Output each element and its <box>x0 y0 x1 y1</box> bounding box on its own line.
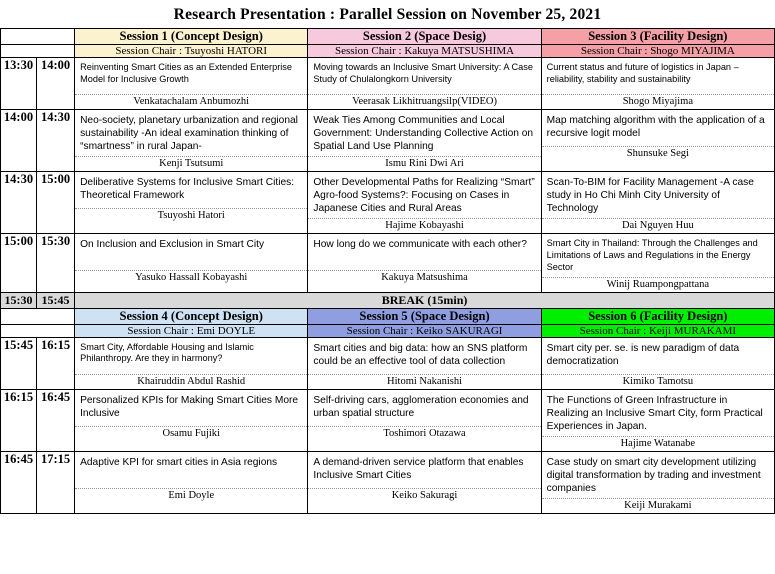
talk-title: Case study on smart city development utilizing digital transformation by trading and investment companies <box>546 456 761 494</box>
session-header: Session 4 (Concept Design) <box>75 308 308 324</box>
time-start: 15:45 <box>1 337 37 389</box>
talk-title: Self-driving cars, agglomeration economies and urban spatial structure <box>313 394 529 419</box>
talk-cell <box>75 389 308 451</box>
session-chair: Session Chair : Tsuyoshi HATORI <box>75 45 308 58</box>
talk-title: Moving towards an Inclusive Smart University: A Case Study of Chulalongkorn University <box>313 62 533 84</box>
session-chair: Session Chair : Shogo MIYAJIMA <box>541 45 774 58</box>
talk-cell <box>541 234 774 292</box>
talk-title: Map matching algorithm with the application of a recursive logit model <box>546 115 765 140</box>
session-header: Session 1 (Concept Design) <box>75 29 308 45</box>
schedule-body <box>1 29 775 514</box>
session-header: Session 2 (Space Desig) <box>308 29 541 45</box>
talk-speaker: Toshimori Otazawa <box>308 426 540 441</box>
talk-cell <box>541 172 774 234</box>
talk-cell <box>541 389 774 451</box>
talk-cell <box>308 58 541 110</box>
time-start: 13:30 <box>1 58 37 110</box>
spacer-cell <box>1 308 75 324</box>
talk-cell <box>308 110 541 172</box>
talk-speaker: Kenji Tsutsumi <box>75 156 307 171</box>
session-header: Session 3 (Facility Design) <box>541 29 774 45</box>
break-start: 15:30 <box>1 292 37 308</box>
talk-title: Smart City in Thailand: Through the Challenges and Limitations of Laws and Regulations in the Energy Sector <box>546 238 758 272</box>
spacer-cell <box>1 45 75 58</box>
talk-title: Personalized KPIs for Making Smart Cities More Inclusive <box>80 394 299 419</box>
time-end: 14:00 <box>37 58 75 110</box>
time-end: 15:00 <box>37 172 75 234</box>
session-chair: Session Chair : Emi DOYLE <box>75 324 308 337</box>
session-header: Session 5 (Space Design) <box>308 308 541 324</box>
talk-title: Other Developmental Paths for Realizing “Smart” Agro-food Systems?: Focusing on Cases in Japanese Cities and Rural Areas <box>313 177 535 215</box>
talk-speaker: Keiji Murakami <box>542 498 774 513</box>
time-end: 17:15 <box>37 451 75 513</box>
talk-title: Reinventing Smart Cities as an Extended Enterprise Model for Inclusive Growth <box>80 62 293 84</box>
time-end: 16:15 <box>37 337 75 389</box>
session-header: Session 6 (Facility Design) <box>541 308 774 324</box>
time-end: 16:45 <box>37 389 75 451</box>
talk-speaker: Emi Doyle <box>75 488 307 503</box>
talk-cell <box>75 337 308 389</box>
talk-cell <box>75 58 308 110</box>
talk-speaker: Kimiko Tamotsu <box>542 374 774 389</box>
talk-speaker: Venkatachalam Anbumozhi <box>75 94 307 109</box>
talk-title: Smart city per. se. is new paradigm of data democratization <box>546 342 740 367</box>
talk-cell <box>75 234 308 292</box>
talk-title: Scan-To-BIM for Facility Management -A case study in Ho Chi Minh City University of Technology <box>546 177 754 215</box>
schedule-table <box>0 28 775 514</box>
talk-title: A demand-driven service platform that enables Inclusive Smart Cities <box>313 456 524 481</box>
talk-title: How long do we communicate with each other? <box>313 239 527 251</box>
time-start: 14:30 <box>1 172 37 234</box>
time-start: 14:00 <box>1 110 37 172</box>
talk-cell <box>541 110 774 172</box>
talk-title: On Inclusion and Exclusion in Smart City <box>80 239 265 251</box>
talk-cell <box>308 172 541 234</box>
talk-cell <box>75 451 308 513</box>
talk-speaker: Shunsuke Segi <box>542 146 774 161</box>
talk-cell <box>541 337 774 389</box>
talk-speaker: Veerasak Likhitruangsilp(VIDEO) <box>308 94 540 109</box>
talk-cell <box>541 451 774 513</box>
talk-speaker: Shogo Miyajima <box>542 94 774 109</box>
time-start: 16:45 <box>1 451 37 513</box>
session-chair: Session Chair : Keiji MURAKAMI <box>541 324 774 337</box>
talk-cell <box>308 451 541 513</box>
break-row <box>1 292 775 308</box>
talk-speaker: Osamu Fujiki <box>75 426 307 441</box>
talk-cell <box>308 389 541 451</box>
talk-title: The Functions of Green Infrastructure in Realizing an Inclusive Smart City, form Practical Experiences in Japan. <box>546 394 763 432</box>
talk-title: Smart cities and big data: how an SNS platform could be an effective tool of data collection <box>313 342 528 367</box>
talk-title: Smart City, Affordable Housing and Islamic Philanthropy. Are they in harmony? <box>80 341 254 364</box>
talk-title: Weak Ties Among Communities and Local Government: Understanding Collective Action on Spatial Land Use Planning <box>313 115 534 153</box>
session-chair: Session Chair : Kakuya MATSUSHIMA <box>308 45 541 58</box>
talk-speaker: Hajime Watanabe <box>542 436 774 451</box>
spacer-cell <box>1 324 75 337</box>
talk-speaker: Keiko Sakuragi <box>308 488 540 503</box>
talk-cell <box>308 337 541 389</box>
time-start: 16:15 <box>1 389 37 451</box>
talk-title: Deliberative Systems for Inclusive Smart Cities: Theoretical Framework <box>80 177 295 202</box>
talk-speaker: Tsuyoshi Hatori <box>75 208 307 223</box>
time-start: 15:00 <box>1 234 37 292</box>
talk-title: Current status and future of logistics in Japan – reliability, stability and sustainability <box>546 62 739 84</box>
talk-cell <box>308 234 541 292</box>
talk-speaker: Kakuya Matsushima <box>308 270 540 285</box>
talk-speaker: Yasuko Hassall Kobayashi <box>75 270 307 285</box>
talk-title: Neo-society, planetary urbanization and regional sustainability -An ideal examination thinking of “smartness” in rural Japan- <box>80 115 298 153</box>
talk-cell <box>541 58 774 110</box>
time-end: 14:30 <box>37 110 75 172</box>
talk-speaker: Dai Nguyen Huu <box>542 218 774 233</box>
talk-cell <box>75 110 308 172</box>
talk-title: Adaptive KPI for smart cities in Asia regions <box>80 456 278 468</box>
talk-cell <box>75 172 308 234</box>
break-end: 15:45 <box>37 292 75 308</box>
session-chair: Session Chair : Keiko SAKURAGI <box>308 324 541 337</box>
talk-speaker: Hitomi Nakanishi <box>308 374 540 389</box>
talk-speaker: Ismu Rini Dwi Ari <box>308 156 540 171</box>
page-title: Research Presentation : Parallel Session on November 25, 2021 <box>173 6 602 23</box>
talk-speaker: Khairuddin Abdul Rashid <box>75 374 307 389</box>
time-end: 15:30 <box>37 234 75 292</box>
talk-speaker: Winij Ruampongpattana <box>542 277 774 292</box>
break-label: BREAK (15min) <box>75 292 775 308</box>
talk-speaker: Hajime Kobayashi <box>308 218 540 233</box>
spacer-cell <box>1 29 75 45</box>
